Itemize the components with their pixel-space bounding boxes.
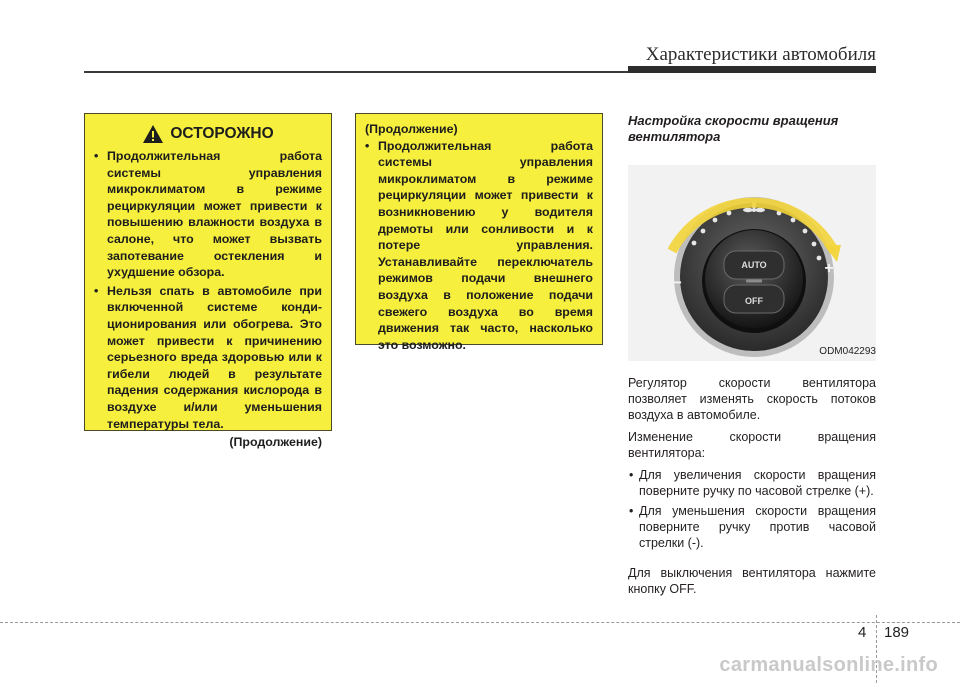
header-title: Характеристики автомобиля xyxy=(645,44,876,65)
caution-item-recirculation: • Продолжительная работа системы управления микроклиматом в режиме рециркуляции может привести к повышению влажности воздуха в салоне, что может вызвать запотевание остекления и ухудшение обзора. xyxy=(94,148,322,281)
change-speed-heading: Изменение скорости вращения вентилятора: xyxy=(628,430,876,460)
chapter-number: 4 xyxy=(858,624,867,641)
caution-box xyxy=(84,113,332,450)
continued-label: (Продолжение) xyxy=(229,435,322,450)
off-button-label: OFF xyxy=(745,296,763,306)
continued-heading: (Продолжение) xyxy=(365,122,458,136)
footer-rule xyxy=(0,622,960,623)
fan-knob-figure xyxy=(628,165,876,361)
caution-item-drowsiness: • Продолжительная работа системы управления микроклиматом в режиме рециркуляции может привести к возникновению у водителя дремоты или сонливости и к потере управления. Устанавливайте переключатель режимов подачи внешнего воздуха в положение подачи свежего воздуха во время движения так часто, насколько это возможно. xyxy=(365,138,593,354)
caution-box-continued xyxy=(355,113,603,352)
fan-knob-illustration xyxy=(628,165,876,361)
turn-off-instruction: Для выключения вентилятора нажмите кнопку OFF. xyxy=(628,566,876,596)
plus-icon: + xyxy=(824,260,834,277)
fan-speed-section xyxy=(628,113,876,603)
section-title: Настройка скорости вращения вентилятора xyxy=(628,113,839,144)
watermark: carmanualsonline.info xyxy=(719,654,938,676)
auto-button-label: AUTO xyxy=(741,260,767,270)
figure-code: ODM042293 xyxy=(819,346,876,357)
header-rule-accent xyxy=(628,66,876,73)
fan-speed-intro: Регулятор скорости вентилятора позволяет изменять скорость потоков воздуха в автомобиле. xyxy=(628,376,876,422)
page-number: 189 xyxy=(884,624,910,641)
caution-item-sleeping: • Нельзя спать в автомобиле при включенной системе конди-ционирования или обогрева. Это может привести к причинению серьезного вреда здоровью или к гибели людей в результате падения содержания кислорода в воздухе и/или уменьшения температуры тела. xyxy=(94,283,322,432)
minus-icon: − xyxy=(672,273,682,292)
warning-triangle-icon xyxy=(142,124,164,144)
decrease-speed-item: • Для уменьшения скорости вращения поверните ручку против часовой стрелки (-). xyxy=(628,503,876,551)
caution-title: ОСТОРОЖНО xyxy=(170,124,274,142)
increase-speed-item: • Для увеличения скорости вращения поверните ручку по часовой стрелке (+). xyxy=(628,467,876,499)
caution-heading xyxy=(94,124,322,144)
